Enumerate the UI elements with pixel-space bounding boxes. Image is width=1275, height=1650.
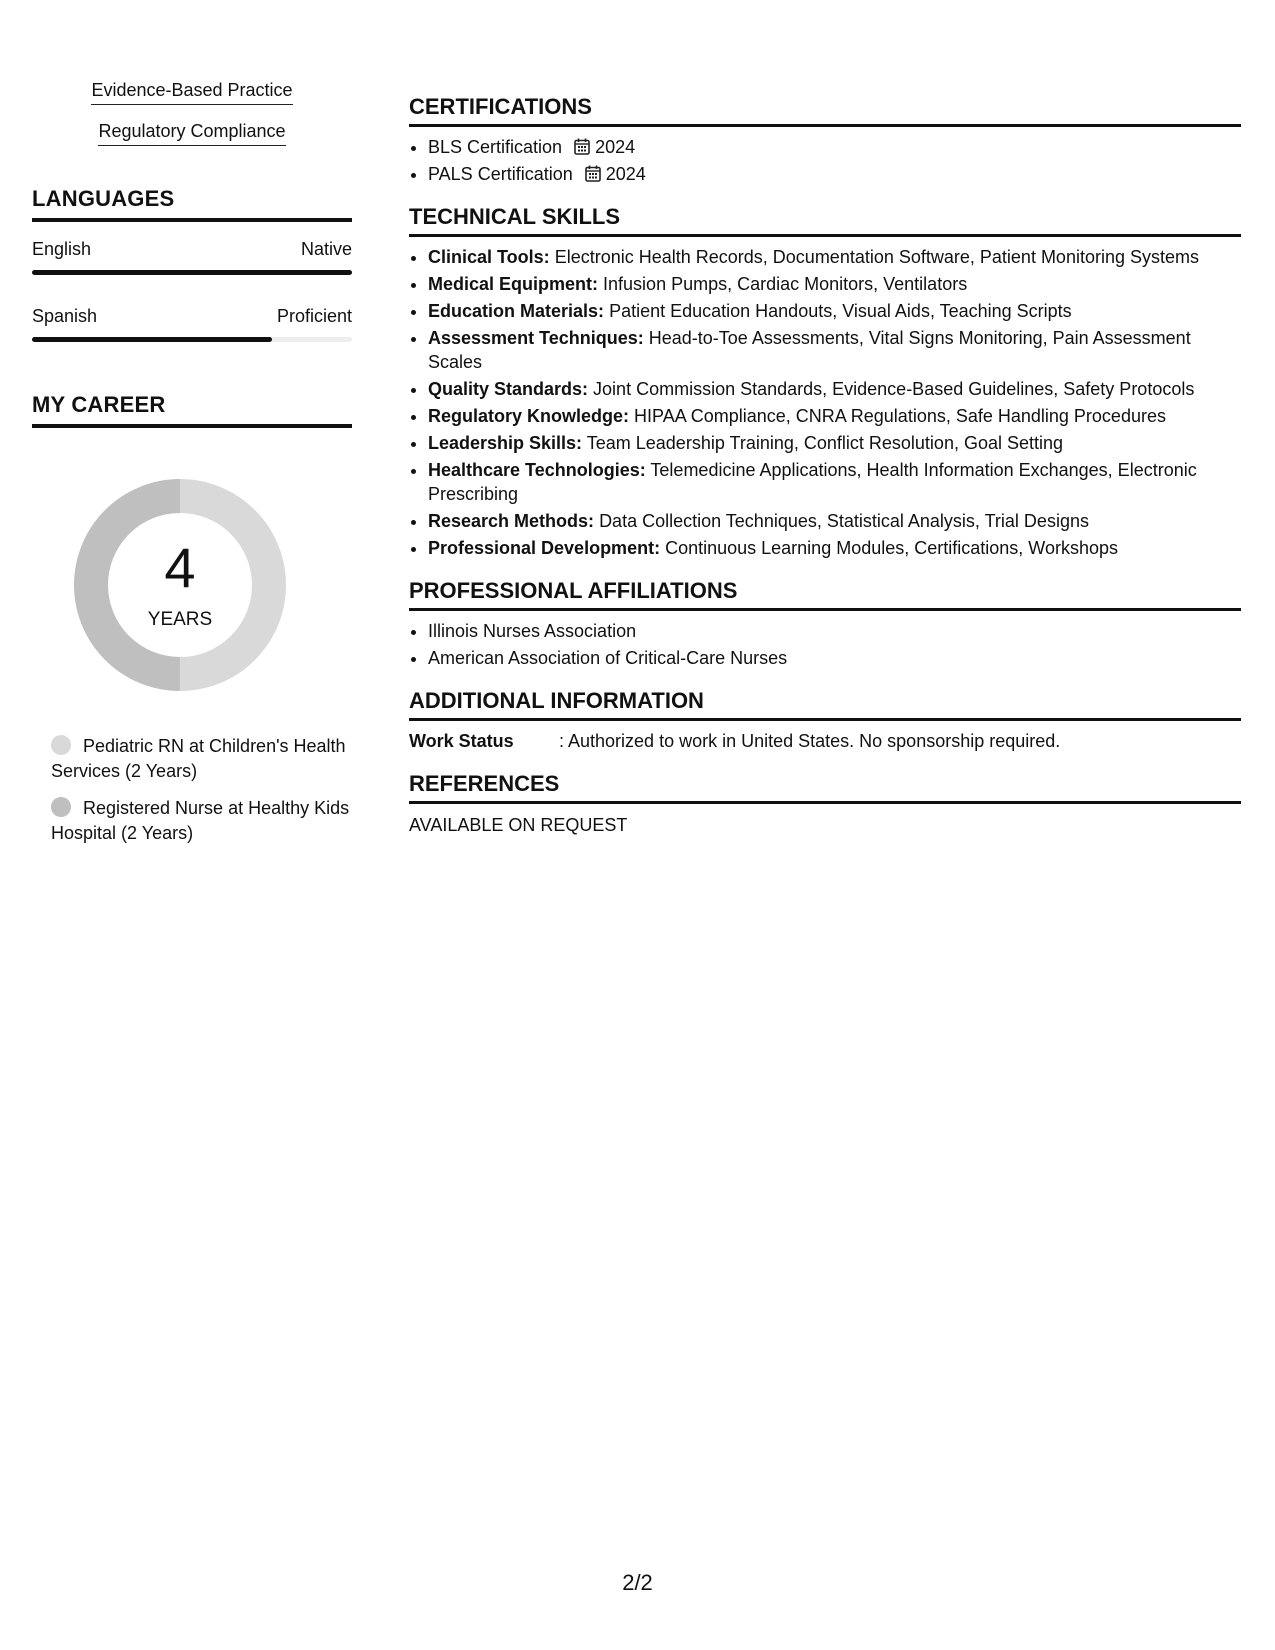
skill-text: Data Collection Techniques, Statistical Analysis, Trial Designs <box>599 511 1089 531</box>
skill-label: Healthcare Technologies: <box>428 460 646 480</box>
calendar-icon <box>585 165 601 182</box>
skill-label: Professional Development: <box>428 538 661 558</box>
skill-text: Head-to-Toe Assessments, Vital Signs Monitoring, Pain Assessment Scales <box>428 328 1191 372</box>
skill-label: Education Materials: <box>428 301 605 321</box>
skill-text: Infusion Pumps, Cardiac Monitors, Ventilators <box>603 274 968 294</box>
skill-item <box>428 509 1241 533</box>
language-proficiency-bar <box>32 270 352 275</box>
language-name: Spanish <box>32 306 98 326</box>
work-status-row <box>409 729 1241 753</box>
calendar-icon <box>574 138 590 155</box>
skill-label: Medical Equipment: <box>428 274 599 294</box>
additional-info-section <box>409 688 1241 753</box>
language-name: English <box>32 239 92 259</box>
skill-item <box>428 245 1241 269</box>
career-section <box>32 392 352 846</box>
career-total-years: 4 <box>164 536 196 599</box>
career-legend-item <box>51 734 352 784</box>
skill-tag-label: Evidence-Based Practice <box>91 78 292 105</box>
technical-skills-section <box>409 204 1241 560</box>
skill-text: HIPAA Compliance, CNRA Regulations, Safe Handling Procedures <box>634 406 1166 426</box>
legend-dot-icon <box>51 797 71 817</box>
references-section <box>409 771 1241 837</box>
references-heading: REFERENCES <box>409 771 1241 804</box>
skill-item <box>428 299 1241 323</box>
skill-tag <box>32 119 352 146</box>
skill-label: Leadership Skills: <box>428 433 583 453</box>
work-status-value: : Authorized to work in United States. No sponsorship required. <box>559 731 1061 751</box>
certification-year: 2024 <box>605 164 646 184</box>
skill-item <box>428 404 1241 428</box>
skill-item <box>428 272 1241 296</box>
language-level: Native <box>300 239 352 259</box>
skill-text: Continuous Learning Modules, Certifications, Workshops <box>665 538 1118 558</box>
sidebar <box>32 78 352 858</box>
technical-skills-heading: TECHNICAL SKILLS <box>409 204 1241 237</box>
career-job-title: Registered Nurse at Healthy Kids Hospital (2 Years) <box>51 798 350 843</box>
affiliation-item: • American Association of Critical-Care Nurses <box>428 646 1241 670</box>
language-proficiency-fill <box>32 337 272 342</box>
skill-text: Joint Commission Standards, Evidence-Based Guidelines, Safety Protocols <box>593 379 1195 399</box>
main-content <box>409 94 1241 855</box>
work-status-label: Work Status <box>409 731 514 751</box>
skill-label: Quality Standards: <box>428 379 589 399</box>
languages-heading: LANGUAGES <box>32 186 352 222</box>
career-legend <box>32 734 352 846</box>
skill-text: Patient Education Handouts, Visual Aids, Teaching Scripts <box>609 301 1072 321</box>
language-item <box>32 236 352 275</box>
certification-name: BLS Certification <box>428 137 563 157</box>
career-job-title: Pediatric RN at Children's Health Services (2 Years) <box>51 736 346 781</box>
additional-info-heading: ADDITIONAL INFORMATION <box>409 688 1241 721</box>
career-total-label: YEARS <box>147 609 213 630</box>
certification-item <box>428 135 1241 159</box>
career-donut-chart <box>65 470 295 700</box>
language-level: Proficient <box>276 306 352 326</box>
career-heading: MY CAREER <box>32 392 352 428</box>
references-text: AVAILABLE ON REQUEST <box>409 815 628 835</box>
affiliations-section <box>409 578 1241 670</box>
skill-label: Clinical Tools: <box>428 247 550 267</box>
skill-item <box>428 326 1241 374</box>
skill-tag-label: Regulatory Compliance <box>98 119 285 146</box>
skill-item <box>428 431 1241 455</box>
skill-label: Research Methods: <box>428 511 595 531</box>
skill-label: Assessment Techniques: <box>428 328 644 348</box>
legend-dot-icon <box>51 735 71 755</box>
skill-item <box>428 458 1241 506</box>
certification-name: PALS Certification <box>428 164 573 184</box>
affiliation-item: • Illinois Nurses Association <box>428 619 1241 643</box>
languages-section <box>32 186 352 342</box>
skill-text: Electronic Health Records, Documentation Software, Patient Monitoring Systems <box>554 247 1199 267</box>
certification-year: 2024 <box>595 137 636 157</box>
skill-item <box>428 377 1241 401</box>
skill-item <box>428 536 1241 560</box>
language-item <box>32 303 352 342</box>
certification-item <box>428 162 1241 186</box>
skill-text: Team Leadership Training, Conflict Resolution, Goal Setting <box>586 433 1064 453</box>
skill-tag <box>32 78 352 105</box>
affiliations-heading: PROFESSIONAL AFFILIATIONS <box>409 578 1241 611</box>
skill-label: Regulatory Knowledge: <box>428 406 630 426</box>
career-legend-item <box>51 796 352 846</box>
page-number: 2/2 <box>622 1570 653 1595</box>
skill-text: Telemedicine Applications, Health Information Exchanges, Electronic Prescribing <box>428 460 1197 504</box>
certifications-heading: CERTIFICATIONS <box>409 94 1241 127</box>
language-proficiency-fill <box>32 270 352 275</box>
certifications-section <box>409 94 1241 186</box>
language-proficiency-bar <box>32 337 352 342</box>
